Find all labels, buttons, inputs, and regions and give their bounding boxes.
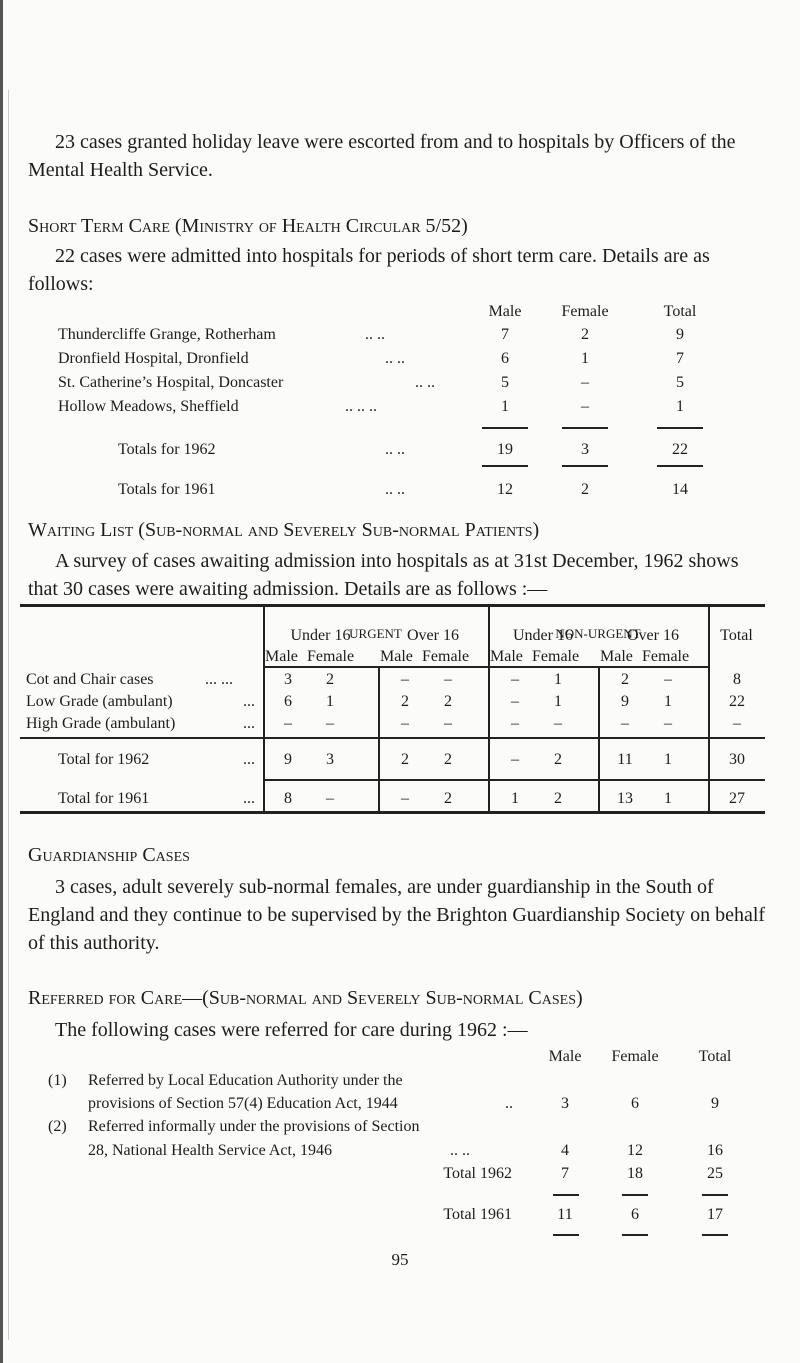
- total-value: 9: [711, 1095, 719, 1112]
- table-cell: –: [664, 671, 672, 688]
- total-rule: [657, 465, 703, 467]
- table-cell: –: [326, 715, 334, 732]
- item-text: provisions of Section 57(4) Education Act, 1944: [88, 1095, 398, 1112]
- table-cell: 2: [326, 671, 334, 688]
- short-term-paragraph: 22 cases were admitted into hospitals for periods of short term care. Details are as follows:: [28, 245, 710, 295]
- intro-paragraph: 23 cases granted holiday leave were escorted from and to hospitals by Officers of the Mental Health Service.: [28, 131, 736, 181]
- table-cell: –: [554, 715, 562, 732]
- total-value: 9: [676, 326, 684, 343]
- referred-paragraph: The following cases were referred for care during 1962 :—: [55, 1019, 528, 1041]
- item-text: Referred by Local Education Authority under the: [88, 1072, 403, 1089]
- page-fold: [8, 90, 9, 1340]
- male-value: 5: [501, 374, 509, 391]
- total-rule: [482, 427, 528, 429]
- urgent-header: URGENT: [349, 626, 402, 641]
- total-cell: 1: [511, 790, 519, 807]
- total-cell: 2: [444, 751, 452, 768]
- total-cell: –: [511, 751, 519, 768]
- female-value: 6: [631, 1095, 639, 1112]
- male-total: 7: [561, 1165, 569, 1182]
- table-cell: 1: [554, 693, 562, 710]
- table-cell: 1: [326, 693, 334, 710]
- table-cell: 1: [554, 671, 562, 688]
- total-value: 16: [707, 1142, 723, 1159]
- item-text: Referred informally under the provisions of Section: [88, 1118, 420, 1135]
- leader-dots: .. ..: [450, 1142, 470, 1159]
- row-label: Cot and Chair cases: [26, 671, 154, 688]
- table-cell: –: [511, 693, 519, 710]
- female-total: 3: [581, 441, 589, 458]
- male-subheader: Male: [380, 648, 413, 665]
- total-cell: 2: [401, 751, 409, 768]
- female-subheader: Female: [307, 648, 355, 665]
- total-cell: 3: [326, 751, 334, 768]
- row-total: 22: [729, 693, 745, 710]
- leader-dots: ...: [243, 790, 255, 807]
- table-cell: 9: [621, 693, 629, 710]
- table-cell: –: [401, 715, 409, 732]
- leader-dots: .. ..: [385, 441, 405, 458]
- item-number: (1): [48, 1072, 67, 1089]
- female-value: 12: [627, 1142, 643, 1159]
- table-cell: –: [401, 671, 409, 688]
- age-group-header: Under 16: [290, 627, 351, 644]
- non-urgent-header: NON-URGENT: [555, 626, 641, 641]
- total-label: Total 1962: [443, 1165, 512, 1182]
- leader-dots: ...: [243, 693, 255, 710]
- table-cell: 2: [621, 671, 629, 688]
- female-value: 1: [581, 350, 589, 367]
- page-number: 95: [391, 1250, 409, 1269]
- grand-total: 14: [672, 481, 688, 498]
- col-header-male: Male: [488, 303, 522, 320]
- total-rule: [553, 1194, 579, 1196]
- totals-label: Total for 1961: [58, 790, 150, 807]
- col-header-total: Total: [698, 1048, 732, 1065]
- grand-total: 22: [672, 441, 688, 458]
- table-cell: –: [511, 671, 519, 688]
- age-group-header: Over 16: [627, 627, 679, 644]
- female-subheader: Female: [642, 648, 690, 665]
- table-cell: –: [284, 715, 292, 732]
- grand-total: 25: [707, 1165, 723, 1182]
- total-header: Total: [720, 627, 753, 644]
- table-cell: 1: [664, 693, 672, 710]
- table-bottom-rule: [20, 811, 765, 814]
- total-rule: [553, 1234, 579, 1236]
- total-value: 7: [676, 350, 684, 367]
- totals-label: Totals for 1961: [118, 481, 216, 498]
- female-subheader: Female: [422, 648, 470, 665]
- age-group-header: Over 16: [407, 627, 459, 644]
- guardianship-heading: Guardianship Cases: [28, 844, 190, 866]
- row-total: 8: [733, 671, 741, 688]
- total-rule: [702, 1194, 728, 1196]
- female-subheader: Female: [532, 648, 580, 665]
- male-value: 7: [501, 326, 509, 343]
- waiting-list-paragraph: A survey of cases awaiting admission into hospitals as at 31st December, 1962 shows that 30 cases were awaiting admission. Details are as follows :—: [28, 550, 739, 600]
- male-total: 19: [497, 441, 513, 458]
- female-total: 18: [627, 1165, 643, 1182]
- male-subheader: Male: [600, 648, 633, 665]
- male-total: 11: [557, 1206, 573, 1223]
- totals-rule: [263, 779, 765, 781]
- total-rule: [657, 427, 703, 429]
- total-cell: 13: [617, 790, 633, 807]
- hospital-name: Hollow Meadows, Sheffield: [58, 398, 239, 415]
- total-rule: [622, 1234, 648, 1236]
- body-top-rule: [20, 737, 765, 739]
- table-cell: –: [444, 715, 452, 732]
- leader-dots: .. ..: [385, 350, 405, 367]
- table-cell: 3: [284, 671, 292, 688]
- col-header-female: Female: [561, 303, 609, 320]
- total-value: 1: [676, 398, 684, 415]
- leader-dots: .. .. ..: [345, 398, 377, 415]
- male-subheader: Male: [265, 648, 298, 665]
- total-cell: –: [401, 790, 409, 807]
- table-cell: 6: [284, 693, 292, 710]
- col-header-total: Total: [663, 303, 697, 320]
- row-label: Low Grade (ambulant): [26, 693, 173, 710]
- total-cell: 2: [554, 790, 562, 807]
- item-number: (2): [48, 1118, 67, 1135]
- total-rule: [562, 465, 608, 467]
- hospital-name: Thundercliffe Grange, Rotherham: [58, 326, 276, 343]
- leader-dots: ..: [505, 1095, 513, 1112]
- col-header-female: Female: [611, 1048, 659, 1065]
- totals-label: Total for 1962: [58, 751, 150, 768]
- col-divider: [378, 666, 380, 812]
- male-subheader: Male: [490, 648, 523, 665]
- leader-dots: ...: [243, 715, 255, 732]
- female-total: 2: [581, 481, 589, 498]
- total-cell: 8: [284, 790, 292, 807]
- male-value: 1: [501, 398, 509, 415]
- referred-heading: Referred for Care—(Sub-normal and Severely Sub-normal Cases): [28, 987, 583, 1009]
- total-rule: [702, 1234, 728, 1236]
- leader-dots: .. ..: [415, 374, 435, 391]
- total-rule: [562, 427, 608, 429]
- table-cell: –: [621, 715, 629, 732]
- total-cell: 2: [554, 751, 562, 768]
- total-label: Total 1961: [443, 1206, 512, 1223]
- col-divider: [598, 666, 600, 812]
- total-cell: 9: [284, 751, 292, 768]
- total-cell: 2: [444, 790, 452, 807]
- grand-total: 30: [729, 751, 745, 768]
- male-value: 4: [561, 1142, 569, 1159]
- table-cell: 2: [401, 693, 409, 710]
- male-value: 3: [561, 1095, 569, 1112]
- col-header-male: Male: [548, 1048, 582, 1065]
- short-term-heading: Short Term Care (Ministry of Health Circular 5/52): [28, 215, 468, 237]
- leader-dots: .. ..: [385, 481, 405, 498]
- waiting-list-heading: Waiting List (Sub-normal and Severely Sub-normal Patients): [28, 519, 540, 541]
- table-cell: –: [444, 671, 452, 688]
- item-text: 28, National Health Service Act, 1946: [88, 1142, 332, 1159]
- age-group-header: Under 16: [513, 627, 573, 644]
- total-rule: [622, 1194, 648, 1196]
- female-value: –: [581, 374, 589, 391]
- hospital-name: Dronfield Hospital, Dronfield: [58, 350, 249, 367]
- male-value: 6: [501, 350, 509, 367]
- leader-dots: ...: [243, 751, 255, 768]
- totals-label: Totals for 1962: [118, 441, 216, 458]
- row-total: –: [733, 715, 741, 732]
- total-cell: 1: [664, 790, 672, 807]
- total-cell: 11: [617, 751, 633, 768]
- total-cell: –: [326, 790, 334, 807]
- female-value: 2: [581, 326, 589, 343]
- female-value: –: [581, 398, 589, 415]
- row-label: High Grade (ambulant): [26, 715, 176, 732]
- total-cell: 1: [664, 751, 672, 768]
- grand-total: 17: [707, 1206, 723, 1223]
- grand-total: 27: [729, 790, 745, 807]
- hospital-name: St. Catherine’s Hospital, Doncaster: [58, 374, 284, 391]
- total-value: 5: [676, 374, 684, 391]
- table-cell: 2: [444, 693, 452, 710]
- table-cell: –: [511, 715, 519, 732]
- table-cell: –: [664, 715, 672, 732]
- total-rule: [482, 465, 528, 467]
- guardianship-paragraph: 3 cases, adult severely sub-normal females, are under guardianship in the South of England and they continue to be supervised by the Brighton Guardianship Society on behalf of this authority.: [28, 876, 766, 954]
- table-top-rule: [20, 604, 765, 607]
- male-total: 12: [497, 481, 513, 498]
- female-total: 6: [631, 1206, 639, 1223]
- leader-dots: .. ..: [365, 326, 385, 343]
- leader-dots: ... ...: [205, 671, 233, 688]
- page-edge: [0, 0, 3, 1363]
